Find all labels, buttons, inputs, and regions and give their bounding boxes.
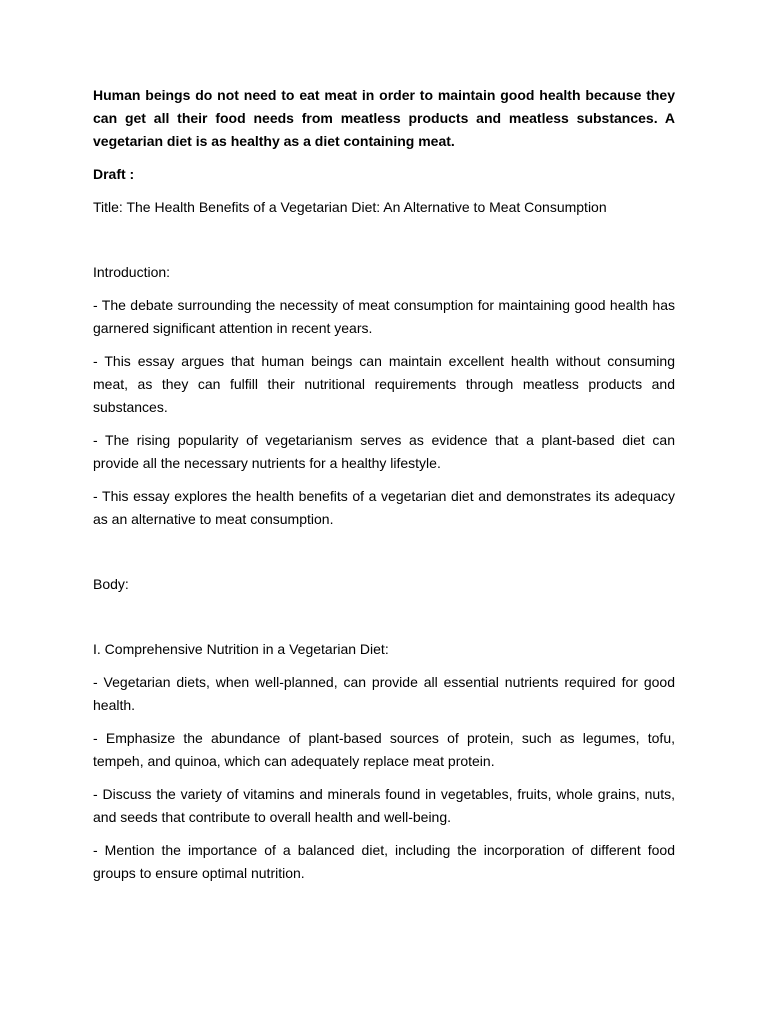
draft-label: Draft : — [93, 166, 135, 182]
introduction-heading: Introduction: — [93, 264, 171, 280]
introduction-point: - The debate surrounding the necessity of meat consumption for maintaining good health has garnered significant attention in recent years. — [93, 297, 675, 336]
section-1-point: - Emphasize the abundance of plant-based sources of protein, such as legumes, tofu, tempeh, and quinoa, which can adequately replace meat protein. — [93, 730, 675, 769]
essay-title: Title: The Health Benefits of a Vegetarian Diet: An Alternative to Meat Consumption — [93, 199, 607, 215]
section-1-point: - Discuss the variety of vitamins and minerals found in vegetables, fruits, whole grains, nuts, and seeds that contribute to overall health and well-being. — [93, 786, 675, 825]
essay-prompt: Human beings do not need to eat meat in order to maintain good health because they can get all their food needs from meatless products and meatless substances. A vegetarian diet is as healthy as a diet containing meat. — [93, 87, 675, 149]
introduction-point: - The rising popularity of vegetarianism serves as evidence that a plant-based diet can provide all the necessary nutrients for a healthy lifestyle. — [93, 432, 675, 471]
section-1-point: - Vegetarian diets, when well-planned, can provide all essential nutrients required for good health. — [93, 674, 675, 713]
section-1-point: - Mention the importance of a balanced diet, including the incorporation of different food groups to ensure optimal nutrition. — [93, 842, 675, 881]
introduction-point: - This essay argues that human beings can maintain excellent health without consuming meat, as they can fulfill their nutritional requirements through meatless products and substances. — [93, 353, 675, 415]
document-page — [93, 84, 675, 895]
introduction-point: - This essay explores the health benefits of a vegetarian diet and demonstrates its adequacy as an alternative to meat consumption. — [93, 488, 675, 527]
section-1-heading: I. Comprehensive Nutrition in a Vegetarian Diet: — [93, 641, 389, 657]
body-heading: Body: — [93, 576, 129, 592]
